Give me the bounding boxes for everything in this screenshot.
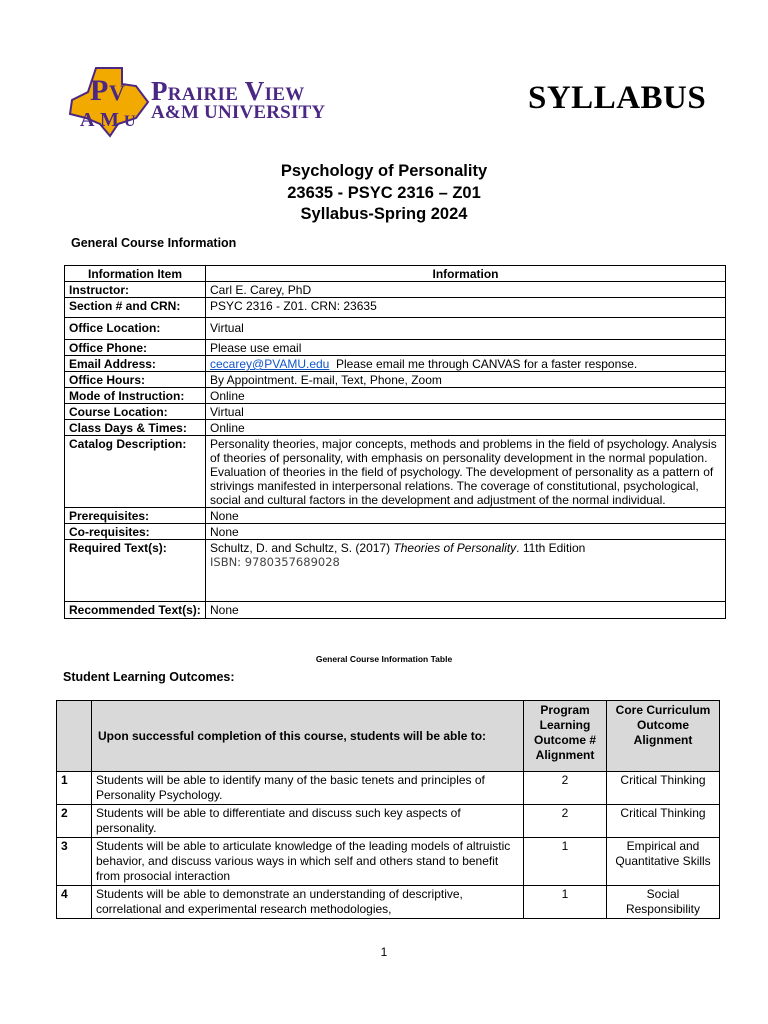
table-row <box>65 340 726 356</box>
row-value: Online <box>206 388 726 404</box>
pvamu-monogram-icon <box>66 62 152 138</box>
table-row <box>57 772 720 805</box>
row-label: Prerequisites: <box>65 508 206 524</box>
plo-alignment: 1 <box>524 838 607 886</box>
table-row <box>65 404 726 420</box>
logo-university-line: A&M UNIVERSITY <box>151 102 326 123</box>
svg-text:P: P <box>90 74 109 107</box>
table-row <box>57 886 720 919</box>
column-header: Core Curriculum Outcome Alignment <box>607 701 720 772</box>
slo-heading: Student Learning Outcomes: <box>63 670 235 684</box>
row-value: Virtual <box>206 404 726 420</box>
row-label: Section # and CRN: <box>65 298 206 318</box>
row-label: Office Phone: <box>65 340 206 356</box>
column-header: Information <box>206 266 726 282</box>
row-label: Mode of Instruction: <box>65 388 206 404</box>
logo-name-line: Prairie View <box>151 76 305 106</box>
catalog-description: Personality theories, major concepts, methods and problems in the field of psychology. Analysis of theories of personality, with emphasis on personality development in the normal population. Evaluation of theories in the field of psychology. The development of personality as a pattern of strivings manifested in interpersonal relations. The coverage of constitutional, psychological, social and cultural factors in the development and adjustment of the normal individual. <box>206 436 726 508</box>
column-header: Upon successful completion of this course, students will be able to: <box>92 701 524 772</box>
row-label: Email Address: <box>65 356 206 372</box>
outcome-number: 4 <box>57 886 92 919</box>
table-row <box>65 540 726 602</box>
table-header-row <box>65 266 726 282</box>
outcome-text: Students will be able to identify many of the basic tenets and principles of Personality Psychology. <box>92 772 524 805</box>
table-row <box>65 508 726 524</box>
table-row <box>65 420 726 436</box>
table-header-row <box>57 701 720 772</box>
text-citation-prefix: Schultz, D. and Schultz, S. (2017) <box>210 541 394 555</box>
table-row <box>65 318 726 340</box>
plo-alignment: 1 <box>524 886 607 919</box>
table-row <box>65 298 726 318</box>
table-row <box>57 838 720 886</box>
row-value: None <box>206 508 726 524</box>
table-row <box>65 602 726 619</box>
row-label: Required Text(s): <box>65 540 206 602</box>
general-info-table <box>64 265 726 619</box>
outcome-number: 2 <box>57 805 92 838</box>
text-citation-suffix: . 11th Edition <box>516 541 586 555</box>
row-value: Online <box>206 420 726 436</box>
table-row <box>57 805 720 838</box>
column-header: Program Learning Outcome # Alignment <box>524 701 607 772</box>
core-alignment: Empirical and Quantitative Skills <box>607 838 720 886</box>
core-alignment: Critical Thinking <box>607 772 720 805</box>
plo-alignment: 2 <box>524 772 607 805</box>
outcome-text: Students will be able to articulate knowledge of the leading models of altruistic behavior, and discuss various ways in which self and others stand to benefit from prosocial interaction <box>92 838 524 886</box>
row-label: Recommended Text(s): <box>65 602 206 619</box>
course-code: 23635 - PSYC 2316 – Z01 <box>287 184 481 202</box>
row-value: Please use email <box>206 340 726 356</box>
row-value: None <box>206 524 726 540</box>
outcome-text: Students will be able to differentiate and discuss such key aspects of personality. <box>92 805 524 838</box>
general-info-heading: General Course Information <box>71 236 237 250</box>
svg-text:A: A <box>80 109 95 131</box>
outcome-text: Students will be able to demonstrate an understanding of descriptive, correlational and experimental research methodologies, <box>92 886 524 919</box>
table-row <box>65 524 726 540</box>
outcome-number: 1 <box>57 772 92 805</box>
outcome-number: 3 <box>57 838 92 886</box>
isbn: ISBN: 9780357689028 <box>210 555 340 569</box>
row-label: Instructor: <box>65 282 206 298</box>
text-citation-title: Theories of Personality <box>393 541 517 555</box>
svg-text:M: M <box>100 109 119 131</box>
page-number: 1 <box>380 945 388 959</box>
svg-text:V: V <box>109 80 125 105</box>
row-value: None <box>206 602 726 619</box>
syllabus-term: Syllabus-Spring 2024 <box>300 205 468 223</box>
learning-outcomes-table <box>56 700 720 919</box>
document-label: SYLLABUS <box>528 80 707 116</box>
plo-alignment: 2 <box>524 805 607 838</box>
row-label: Office Location: <box>65 318 206 340</box>
email-link[interactable]: cecarey@PVAMU.edu <box>210 357 330 371</box>
column-header-number <box>57 701 92 772</box>
row-value: Carl E. Carey, PhD <box>206 282 726 298</box>
row-label: Office Hours: <box>65 372 206 388</box>
course-title: Psychology of Personality <box>280 162 488 180</box>
table-caption: General Course Information Table <box>315 654 453 664</box>
table-row <box>65 282 726 298</box>
table-row <box>65 356 726 372</box>
email-note: Please email me through CANVAS for a faster response. <box>329 357 638 371</box>
row-value: PSYC 2316 - Z01. CRN: 23635 <box>206 298 726 318</box>
row-label: Course Location: <box>65 404 206 420</box>
table-row <box>65 388 726 404</box>
svg-text:U: U <box>124 113 136 130</box>
row-value: Virtual <box>206 318 726 340</box>
column-header: Information Item <box>65 266 206 282</box>
core-alignment: Critical Thinking <box>607 805 720 838</box>
row-label: Class Days & Times: <box>65 420 206 436</box>
row-label: Co-requisites: <box>65 524 206 540</box>
row-value: By Appointment. E-mail, Text, Phone, Zoom <box>206 372 726 388</box>
table-row <box>65 436 726 508</box>
row-value <box>206 540 726 602</box>
core-alignment: Social Responsibility <box>607 886 720 919</box>
row-value <box>206 356 726 372</box>
table-row <box>65 372 726 388</box>
row-label: Catalog Description: <box>65 436 206 508</box>
